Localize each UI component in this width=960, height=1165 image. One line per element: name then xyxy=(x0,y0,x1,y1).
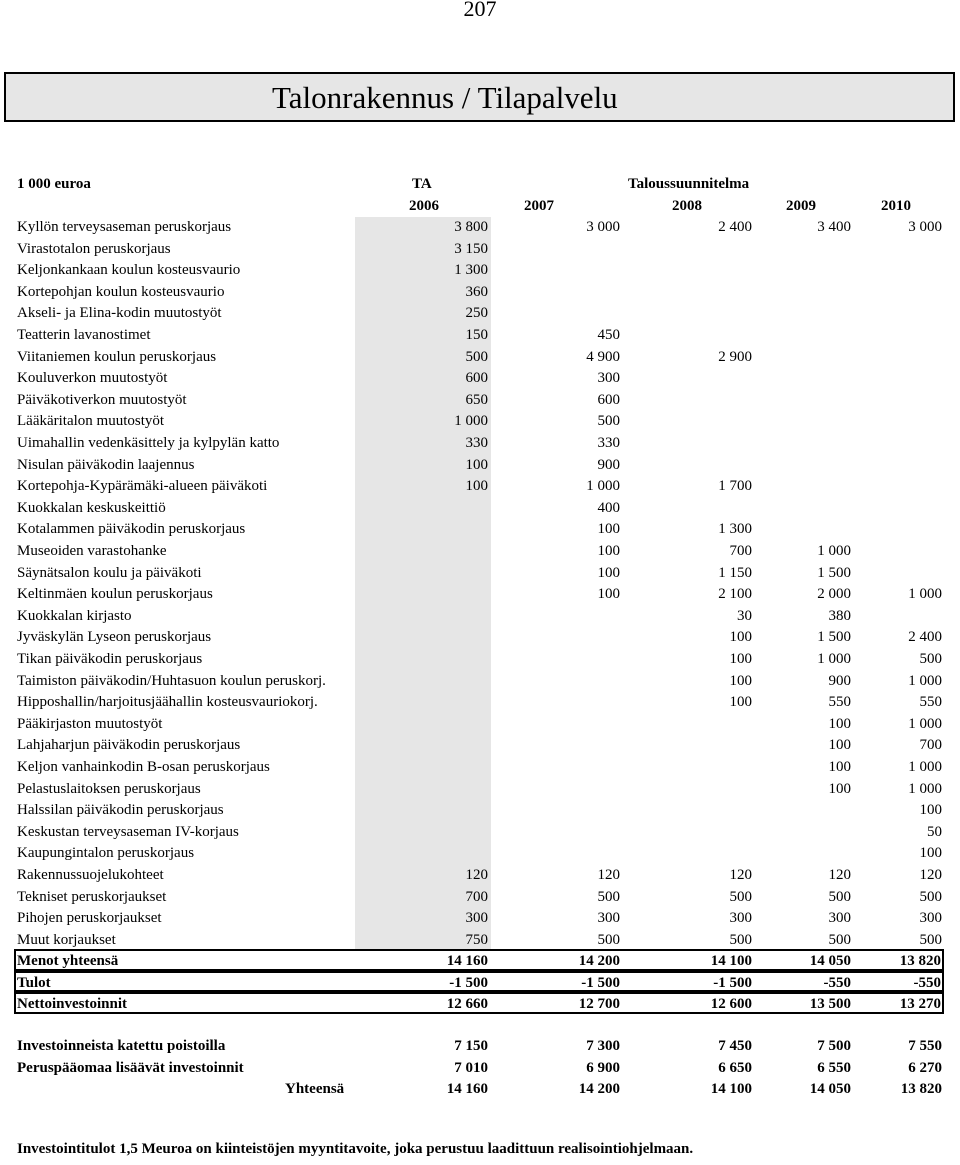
funding-row xyxy=(0,1058,960,1080)
table-row-label: Akseli- ja Elina-kodin muutostyöt xyxy=(17,305,222,322)
table-row-value: 500 xyxy=(465,348,488,365)
table-row-value: 300 xyxy=(597,370,620,387)
total-row-value: 14 160 xyxy=(446,953,488,969)
table-row-value: 900 xyxy=(597,456,620,473)
table-row-label: Kotalammen päiväkodin peruskorjaus xyxy=(17,521,246,538)
table-row-label: Muut korjaukset xyxy=(17,931,116,948)
table-row xyxy=(0,822,960,844)
table-row-label: Päiväkotiverkon muutostyöt xyxy=(17,391,187,408)
table-row-label: Rakennussuojelukohteet xyxy=(17,867,164,883)
table-row-label: Hipposhallin/harjoitusjäähallin kosteusvauriokorj. xyxy=(17,694,318,711)
table-row-value: 100 xyxy=(597,564,620,581)
table-row-value: 1 150 xyxy=(718,564,752,581)
table-row-value: 100 xyxy=(729,651,752,667)
table-row xyxy=(0,368,960,390)
title-box xyxy=(4,72,955,122)
funding-row-value: 14 160 xyxy=(446,1081,488,1098)
total-row-label: Tulot xyxy=(17,974,51,991)
table-row-value: 500 xyxy=(597,931,620,948)
table-row-value: 400 xyxy=(597,499,620,516)
table-row xyxy=(0,714,960,736)
table-row-value: 500 xyxy=(729,931,752,948)
table-row-value: 120 xyxy=(597,867,620,883)
total-row-value: 14 100 xyxy=(710,953,752,969)
funding-row-value: 13 820 xyxy=(900,1081,942,1098)
funding-row-value: 7 010 xyxy=(454,1059,488,1076)
table-row-label: Kuokkalan kirjasto xyxy=(17,607,132,624)
table-row-value: 380 xyxy=(828,607,851,624)
table-row-value: 100 xyxy=(729,694,752,711)
table-row-value: 300 xyxy=(729,910,752,927)
table-row-value: 100 xyxy=(465,456,488,473)
table-row-value: 120 xyxy=(828,867,851,883)
table-row-label: Kortepohja-Kypärämäki-alueen päiväkoti xyxy=(17,478,268,495)
total-row-value: -550 xyxy=(823,974,851,991)
table-row-value: 300 xyxy=(828,910,851,927)
table-row-label: Jyväskylän Lyseon peruskorjaus xyxy=(17,629,212,646)
funding-row-value: 14 200 xyxy=(578,1081,620,1098)
table-row-value: 120 xyxy=(465,867,488,883)
table-row-value: 1 000 xyxy=(908,759,942,775)
table-row-label: Keskustan terveysaseman IV-korjaus xyxy=(17,823,239,840)
table-row xyxy=(0,800,960,822)
table-row-value: 2 900 xyxy=(718,348,752,365)
table-row xyxy=(0,692,960,714)
table-row xyxy=(0,606,960,628)
total-row-value: 12 660 xyxy=(446,996,488,1013)
table-row-value: 500 xyxy=(919,888,942,905)
table-row-value: 50 xyxy=(927,823,942,840)
year-header: 2010 xyxy=(881,198,911,214)
table-row-value: 1 000 xyxy=(908,715,942,732)
table-row-label: Pääkirjaston muutostyöt xyxy=(17,715,163,732)
table-row-value: 2 100 xyxy=(718,586,752,603)
plan-header: Taloussuunnitelma xyxy=(628,176,750,192)
total-row-value: -1 500 xyxy=(713,974,752,991)
funding-row-value: 14 100 xyxy=(710,1081,752,1098)
table-row-label: Keljonkankaan koulun kosteusvaurio xyxy=(17,262,241,279)
table-row-value: 750 xyxy=(465,931,488,948)
table-row-value: 330 xyxy=(597,435,620,451)
total-row xyxy=(14,992,944,1014)
ta-header: TA xyxy=(412,176,432,192)
table-row-label: Viitaniemen koulun peruskorjaus xyxy=(17,348,217,365)
year-header: 2007 xyxy=(524,198,554,214)
table-row xyxy=(0,843,960,865)
table-row-value: 550 xyxy=(919,694,942,711)
table-row xyxy=(0,217,960,239)
table-row-label: Kortepohjan koulun kosteusvaurio xyxy=(17,283,225,300)
total-row-value: 13 270 xyxy=(899,996,941,1013)
table-row xyxy=(0,671,960,693)
table-row-value: 3 000 xyxy=(908,219,942,235)
table-row xyxy=(0,239,960,261)
table-row-label: Kyllön terveysaseman peruskorjaus xyxy=(17,219,232,235)
page-number: 207 xyxy=(463,0,497,21)
table-row-label: Teatterin lavanostimet xyxy=(17,327,151,343)
table-row-value: 550 xyxy=(828,694,851,711)
table-row-value: 1 000 xyxy=(908,780,942,797)
table-row-label: Nisulan päiväkodin laajennus xyxy=(17,456,195,473)
table-row-label: Uimahallin vedenkäsittely ja kylpylän katto xyxy=(17,435,280,451)
total-row-value: 13 820 xyxy=(899,953,941,969)
table-row-value: 100 xyxy=(597,521,620,538)
table-row-value: 150 xyxy=(465,327,488,343)
table-row xyxy=(0,347,960,369)
table-row-value: 650 xyxy=(465,391,488,408)
total-row-value: -1 500 xyxy=(581,974,620,991)
total-row-value: 13 500 xyxy=(809,996,851,1013)
footnote: Investointitulot 1,5 Meuroa on kiinteistöjen myyntitavoite, joka perustuu laadittuun realisointiohjelmaan. xyxy=(17,1141,694,1157)
table-row-label: Pelastuslaitoksen peruskorjaus xyxy=(17,780,201,797)
table-row xyxy=(0,887,960,909)
table-row-label: Virastotalon peruskorjaus xyxy=(17,240,171,257)
year-header: 2006 xyxy=(409,198,439,214)
total-row-value: -1 500 xyxy=(449,974,488,991)
table-row xyxy=(0,908,960,930)
table-row-label: Pihojen peruskorjaukset xyxy=(17,910,162,927)
table-row-value: 100 xyxy=(919,845,942,862)
table-row-value: 100 xyxy=(828,780,851,797)
table-row-value: 100 xyxy=(465,478,488,495)
table-row-value: 1 000 xyxy=(454,413,488,430)
table-row-value: 1 300 xyxy=(718,521,752,538)
table-row-value: 4 900 xyxy=(586,348,620,365)
table-row-value: 1 000 xyxy=(908,586,942,603)
table-row-value: 1 500 xyxy=(817,564,851,581)
table-row xyxy=(0,519,960,541)
table-row-value: 700 xyxy=(729,543,752,559)
funding-row-value: 6 650 xyxy=(718,1059,752,1076)
table-row-label: Keljon vanhainkodin B-osan peruskorjaus xyxy=(17,759,270,775)
table-row xyxy=(0,627,960,649)
table-row xyxy=(0,455,960,477)
total-row-value: 12 700 xyxy=(578,996,620,1013)
table-row-label: Keltinmäen koulun peruskorjaus xyxy=(17,586,213,603)
funding-row-value: 6 900 xyxy=(586,1059,620,1076)
table-row-value: 2 400 xyxy=(718,219,752,235)
table-row-label: Halssilan päiväkodin peruskorjaus xyxy=(17,802,224,819)
table-row xyxy=(0,757,960,779)
table-row-value: 500 xyxy=(597,888,620,905)
table-row-value: 3 000 xyxy=(586,219,620,235)
table-row-value: 100 xyxy=(597,543,620,559)
year-header: 2008 xyxy=(672,198,702,214)
table-row-value: 600 xyxy=(465,370,488,387)
table-row-value: 3 150 xyxy=(454,240,488,257)
table-row-value: 1 500 xyxy=(817,629,851,646)
total-row-value: 14 050 xyxy=(809,953,851,969)
table-row-value: 1 300 xyxy=(454,262,488,279)
table-row-label: Tikan päiväkodin peruskorjaus xyxy=(17,651,203,667)
table-row-value: 360 xyxy=(465,283,488,300)
table-row-value: 900 xyxy=(828,672,851,689)
table-row-label: Säynätsalon koulu ja päiväkoti xyxy=(17,564,202,581)
funding-row-value: 14 050 xyxy=(809,1081,851,1098)
table-row-label: Lahjaharjun päiväkodin peruskorjaus xyxy=(17,737,241,754)
total-row-label: Nettoinvestoinnit xyxy=(17,996,127,1013)
table-row-value: 100 xyxy=(828,759,851,775)
table-row-value: 1 700 xyxy=(718,478,752,495)
funding-row xyxy=(0,1036,960,1058)
table-row-value: 2 000 xyxy=(817,586,851,603)
table-row-value: 100 xyxy=(919,802,942,819)
table-row-value: 300 xyxy=(919,910,942,927)
table-row-value: 1 000 xyxy=(908,672,942,689)
table-row-value: 1 000 xyxy=(817,651,851,667)
funding-row-value: 7 550 xyxy=(908,1038,942,1054)
year-header: 2009 xyxy=(786,198,816,214)
table-row-value: 100 xyxy=(729,672,752,689)
table-row-value: 700 xyxy=(919,737,942,754)
table-row xyxy=(0,260,960,282)
table-row xyxy=(0,541,960,563)
funding-row-value: 6 270 xyxy=(908,1059,942,1076)
table-row xyxy=(0,476,960,498)
table-row-label: Museoiden varastohanke xyxy=(17,543,167,559)
table-row-label: Kaupungintalon peruskorjaus xyxy=(17,845,195,862)
funding-row xyxy=(0,1079,960,1101)
table-row-value: 120 xyxy=(729,867,752,883)
table-row-label: Tekniset peruskorjaukset xyxy=(17,888,167,905)
table-row-value: 250 xyxy=(465,305,488,322)
table-row-value: 100 xyxy=(828,715,851,732)
table-row-value: 500 xyxy=(828,888,851,905)
table-row-label: Lääkäritalon muutostyöt xyxy=(17,413,165,430)
table-row-value: 100 xyxy=(828,737,851,754)
total-row-value: 14 200 xyxy=(578,953,620,969)
total-row xyxy=(14,971,944,993)
funding-row-label: Peruspääomaa lisäävät investoinnit xyxy=(17,1059,244,1076)
table-row-value: 3 800 xyxy=(454,219,488,235)
table-row xyxy=(0,282,960,304)
funding-row-label: Yhteensä xyxy=(285,1081,345,1098)
table-row-label: Kuokkalan keskuskeittiö xyxy=(17,499,166,516)
table-row-value: 120 xyxy=(919,867,942,883)
table-row-label: Kouluverkon muutostyöt xyxy=(17,370,168,387)
table-row-value: 500 xyxy=(597,413,620,430)
table-row-value: 1 000 xyxy=(586,478,620,495)
funding-row-value: 7 450 xyxy=(718,1038,752,1054)
table-row xyxy=(0,498,960,520)
table-row-value: 100 xyxy=(597,586,620,603)
funding-row-value: 7 150 xyxy=(454,1038,488,1054)
total-row-label: Menot yhteensä xyxy=(17,953,119,969)
table-row xyxy=(0,649,960,671)
table-row-value: 300 xyxy=(597,910,620,927)
table-row xyxy=(0,563,960,585)
table-row-value: 600 xyxy=(597,391,620,408)
table-row-value: 500 xyxy=(919,651,942,667)
table-row xyxy=(0,325,960,347)
table-row xyxy=(0,584,960,606)
total-row-value: -550 xyxy=(913,974,941,991)
table-row-value: 500 xyxy=(919,931,942,948)
table-row xyxy=(0,865,960,887)
table-row xyxy=(0,735,960,757)
table-row-value: 500 xyxy=(729,888,752,905)
table-row-value: 1 000 xyxy=(817,543,851,559)
table-row xyxy=(0,303,960,325)
table-row xyxy=(0,390,960,412)
table-row-label: Taimiston päiväkodin/Huhtasuon koulun peruskorj. xyxy=(17,672,326,689)
table-row-value: 100 xyxy=(729,629,752,646)
funding-row-value: 7 300 xyxy=(586,1038,620,1054)
unit-label: 1 000 euroa xyxy=(17,176,91,192)
funding-row-value: 6 550 xyxy=(817,1059,851,1076)
table-row xyxy=(0,411,960,433)
funding-row-label: Investoinneista katettu poistoilla xyxy=(17,1038,226,1054)
page-title: Talonrakennus / Tilapalvelu xyxy=(272,80,618,115)
table-row-value: 30 xyxy=(737,607,752,624)
table-row-value: 300 xyxy=(465,910,488,927)
funding-row-value: 7 500 xyxy=(817,1038,851,1054)
table-row-value: 3 400 xyxy=(817,219,851,235)
table-row-value: 500 xyxy=(828,931,851,948)
total-row xyxy=(14,949,944,971)
table-row-value: 450 xyxy=(597,327,620,343)
table-row xyxy=(0,433,960,455)
table-row-value: 2 400 xyxy=(908,629,942,646)
table-row xyxy=(0,779,960,801)
table-row-value: 330 xyxy=(465,435,488,451)
table-row-value: 700 xyxy=(465,888,488,905)
total-row-value: 12 600 xyxy=(710,996,752,1013)
